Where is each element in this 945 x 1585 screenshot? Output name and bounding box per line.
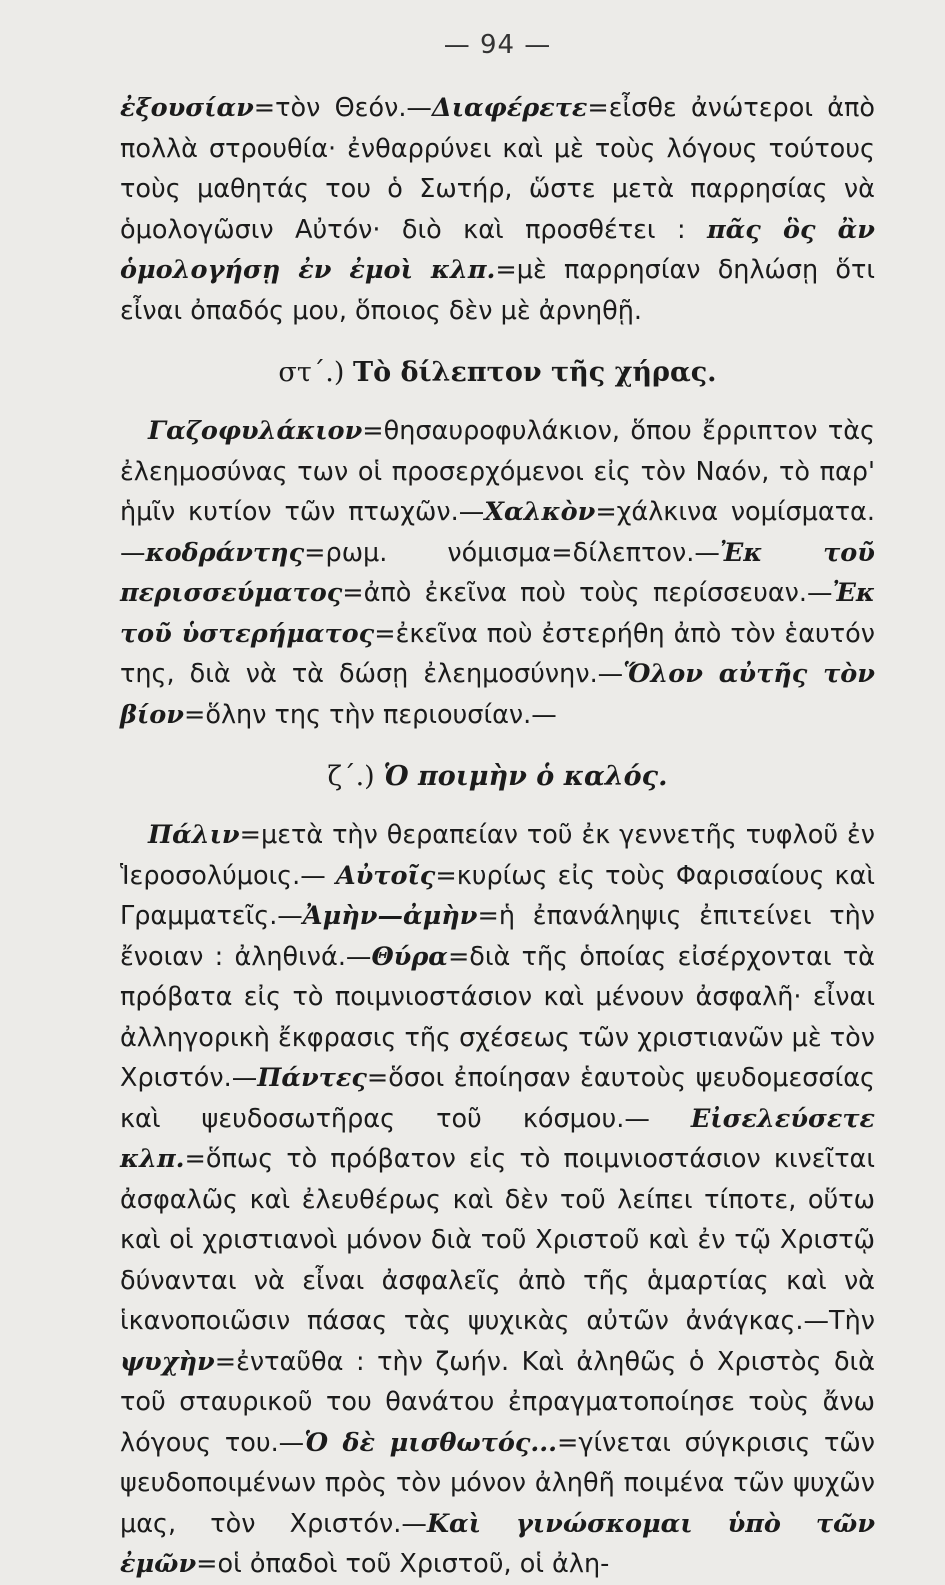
gloss-text: =μετὰ τὴν θεραπείαν τοῦ ἐκ γεννετῆς τυφλοῦ ἐν Ἱεροσολύμοις.— bbox=[120, 820, 875, 891]
gloss-text: =ρωμ. νόμισμα=δίλεπτον.— bbox=[304, 537, 720, 568]
term-olon-ton-bion: Ὅλον αὐτῆς τὸν βίον bbox=[120, 659, 876, 730]
gloss-text: =ὅλην της τὴν περιουσίαν.— bbox=[183, 699, 557, 730]
section-number: ζ΄.) bbox=[327, 761, 375, 792]
term-perisseumatos: Ἐκ τοῦ περισσεύματος bbox=[120, 537, 875, 608]
term-palin: Πάλιν bbox=[148, 820, 240, 850]
term-kodrantes: κοδράντης bbox=[145, 537, 305, 568]
section-title: Ὁ ποιμὴν ὁ καλός. bbox=[383, 761, 668, 792]
section-title: Τὸ δίλεπτον τῆς χήρας. bbox=[352, 357, 717, 388]
gloss-text: =διὰ τῆς ὁποίας εἰσέρχονται τὰ πρόβατα εἰς τὸ ποιμνιοστάσιον καὶ μένουν ἀσφαλῆ· εἶναι ἀλληγορικὴ ἔκφρασις τῆς σχέσεως τῶν χριστιανῶν μὲ τὸν Χριστόν.— bbox=[120, 941, 875, 1093]
gloss-text: =τὸν Θεόν.— bbox=[253, 93, 432, 123]
term-ginoskomai: Καὶ γινώσκομαι ὑπὸ τῶν ἐμῶν bbox=[120, 1508, 876, 1579]
gloss-text: =ἀπὸ ἐκεῖνα ποὺ τοὺς περίσσευαν.— bbox=[342, 578, 833, 608]
gloss-text: =οἱ ὀπαδοὶ τοῦ Χριστοῦ, οἱ ἀλη- bbox=[196, 1549, 610, 1579]
gloss-text: =μὲ παρρησίαν δηλώσῃ ὅτι εἶναι ὀπαδός μου, ὅποιος δὲν μὲ ἀρνηθῇ. bbox=[120, 255, 875, 326]
gloss-text: =ἡ ἐπανάληψις ἐπιτείνει τὴν ἔνοιαν : ἀληθινά.— bbox=[120, 901, 875, 972]
gloss-text: =ἐνταῦθα : τὴν ζωήν. Καὶ ἀληθῶς ὁ Χριστὸς διὰ τοῦ σταυρικοῦ του θανάτου ἐπραγματοποίησε τοὺς ἄνω λόγους του.— bbox=[120, 1346, 875, 1458]
term-exousian: ἐξουσίαν bbox=[120, 93, 254, 123]
term-misthotos: Ὁ δὲ μισθωτός... bbox=[304, 1427, 558, 1458]
term-pantes: Πάντες bbox=[257, 1063, 367, 1093]
section-heading-dilepton bbox=[120, 353, 875, 393]
paragraph-gazophylakion bbox=[120, 411, 875, 735]
gloss-text: =χάλκινα νομίσματα.— bbox=[120, 497, 875, 568]
section-number: στ΄.) bbox=[278, 357, 345, 388]
gloss-text: =ὅσοι ἐποίησαν ἑαυτοὺς ψευδομεσσίας καὶ ψευδοσωτῆρας τοῦ κόσμου.— bbox=[120, 1063, 875, 1134]
section-heading-poimen bbox=[120, 757, 875, 797]
term-chalkon: Χαλκὸν bbox=[484, 497, 596, 527]
gloss-text: =κυρίως εἰς τοὺς Φαρισαίους καὶ Γραμματεῖς.— bbox=[120, 860, 875, 931]
term-ysterematos: Ἐκ τοῦ ὑστερήματος bbox=[120, 578, 875, 649]
term-autois: Αὐτοῖς bbox=[335, 860, 436, 891]
gloss-text: =θησαυροφυλάκιον, ὅπου ἔρριπτον τὰς ἐλεημοσύνας των οἱ προσερχόμενοι εἰς τὸν Ναόν, τὸ παρ' ἡμῖν κυτίον τῶν πτωχῶν.— bbox=[120, 416, 875, 527]
page-number: — 94 — bbox=[443, 30, 552, 60]
term-psychen: ψυχὴν bbox=[120, 1346, 215, 1377]
term-pas-os-an: πᾶς ὃς ἂν ὁμολογήσῃ ἐν ἐμοὶ κλπ. bbox=[120, 214, 875, 285]
term-gazophylakion: Γαζοφυλάκιον bbox=[148, 416, 363, 446]
paragraph-exousian bbox=[120, 88, 875, 331]
paragraph-palin bbox=[120, 815, 875, 1585]
gloss-text: =εἶσθε ἀνώτεροι ἀπὸ πολλὰ στρουθία· ἐνθαρρύνει καὶ μὲ τοὺς λόγους τούτους τοὺς μαθητάς του ὁ Σωτήρ, ὥστε μετὰ παρρησίας νὰ ὁμολογῶσιν Αὐτόν· διὸ καὶ προσθέτει : bbox=[120, 93, 875, 245]
term-amen-amen: Ἀμὴν—ἀμὴν bbox=[302, 901, 478, 931]
gloss-text: =ἐκεῖνα ποὺ ἐστερήθη ἀπὸ τὸν ἑαυτόν της, διὰ νὰ τὰ δώσῃ ἐλεημοσύνην.— bbox=[120, 618, 876, 689]
gloss-text: =γίνεται σύγκρισις τῶν ψευδοποιμένων πρὸς τὸν μόνον ἀληθῆ ποιμένα τῶν ψυχῶν μας, τὸν Χριστόν.— bbox=[120, 1427, 875, 1539]
term-diapherete: Διαφέρετε bbox=[431, 93, 588, 123]
term-eiseleusete: Εἰσελεύσετε κλπ. bbox=[120, 1103, 875, 1174]
gloss-text: =ὅπως τὸ πρόβατον εἰς τὸ ποιμνιοστάσιον κινεῖται ἀσφαλῶς καὶ ἐλευθέρως καὶ δὲν τοῦ λείπει τίποτε, οὕτω καὶ οἱ χριστιανοὶ μόνον διὰ τοῦ Χριστοῦ καὶ ἐν τῷ Χριστῷ δύνανται νὰ εἶναι ἀσφαλεῖς ἀπὸ τῆς ἁμαρτίας καὶ νὰ ἱκανοποιῶσιν πάσας τὰς ψυχικὰς αὐτῶν ἀνάγκας.—Τὴν bbox=[120, 1144, 875, 1336]
term-thyra: Θύρα bbox=[371, 941, 448, 972]
